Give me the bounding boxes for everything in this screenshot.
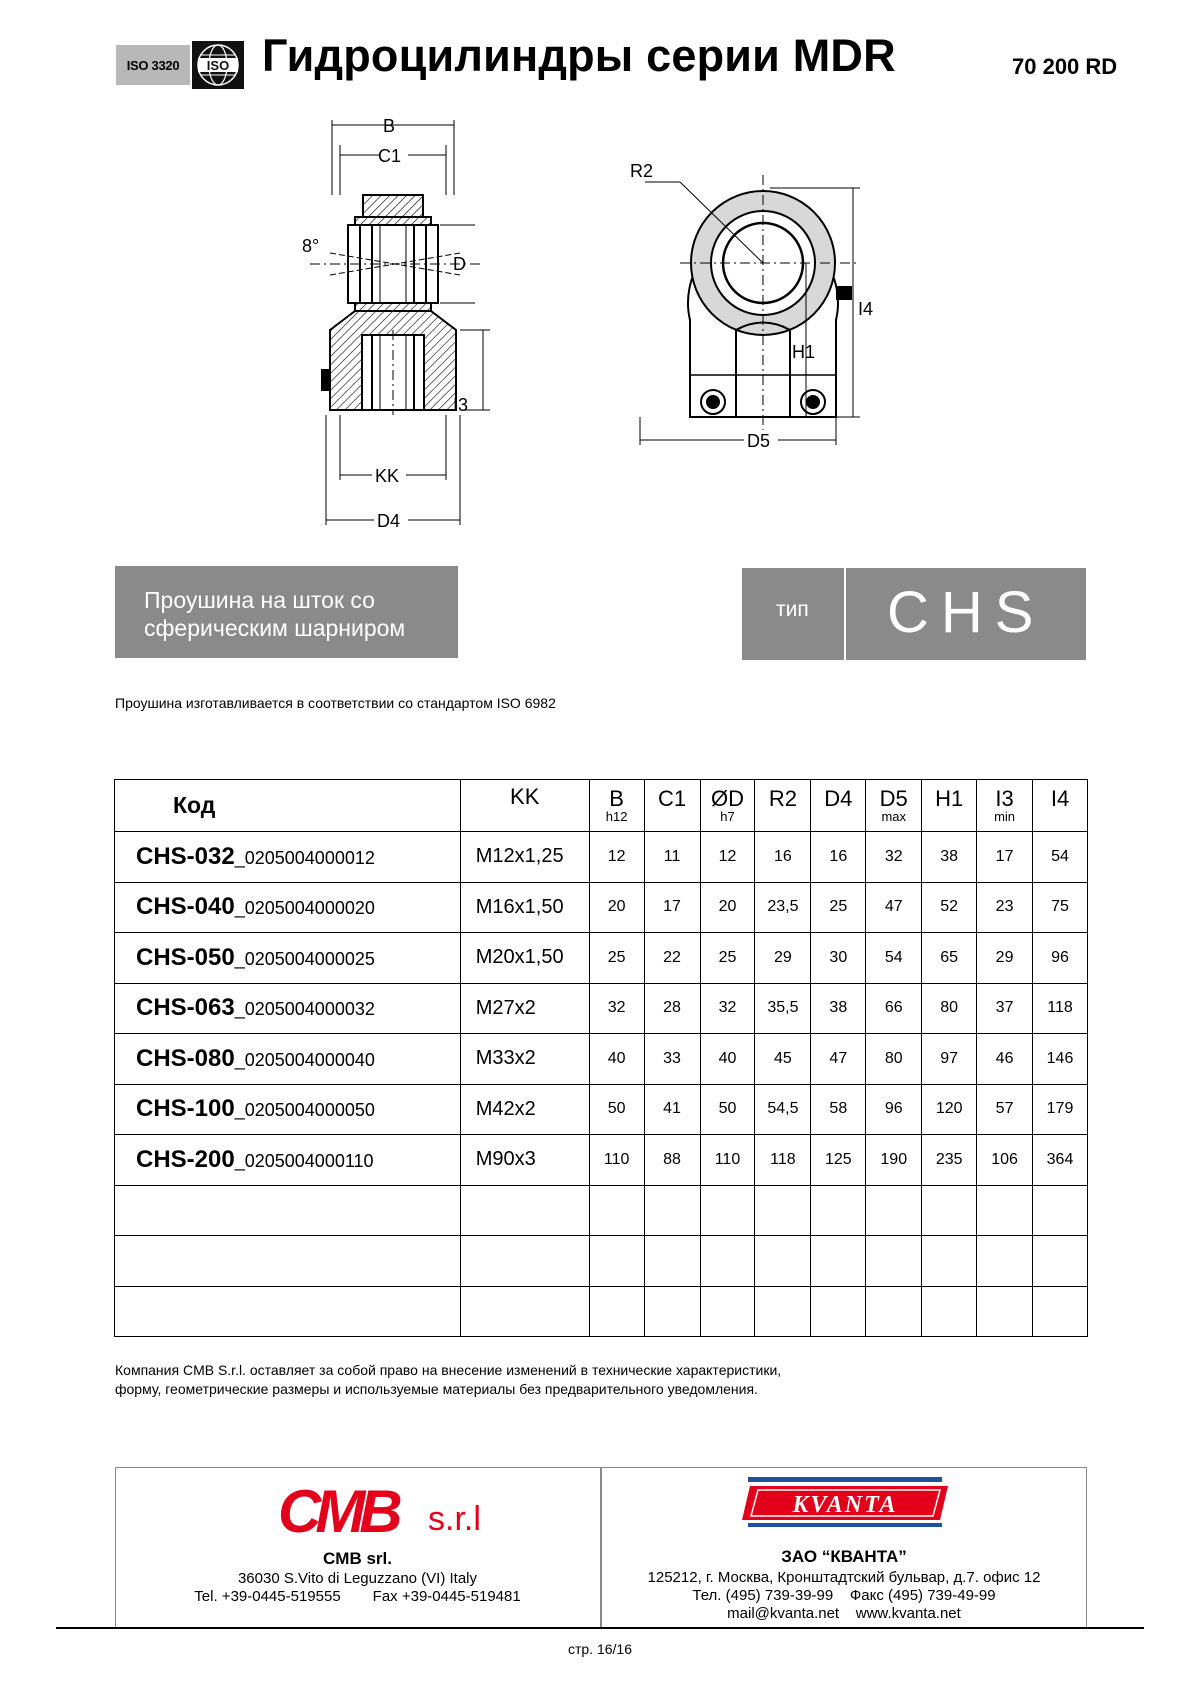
column-header-d5 xyxy=(866,780,922,832)
cell-i3: 106 xyxy=(977,1135,1033,1186)
product-description-line-2: сферическим шарниром xyxy=(144,615,406,641)
cell-d: 40 xyxy=(700,1034,755,1085)
cell-h1: 235 xyxy=(922,1135,977,1186)
article-number: _0205004000040 xyxy=(234,1049,375,1070)
cell-b: 50 xyxy=(589,1084,644,1135)
cell-d4: 58 xyxy=(811,1084,866,1135)
table-row xyxy=(115,1084,1088,1135)
cmb-address: 36030 S.Vito di Leguzzano (VI) Italy xyxy=(237,1570,478,1587)
kvanta-web: mail@kvanta.net www.kvanta.net xyxy=(727,1605,961,1622)
cell-r2: 54,5 xyxy=(755,1084,811,1135)
cell-i4: 146 xyxy=(1033,1034,1088,1085)
dim-label-i3: I3 xyxy=(453,395,469,415)
front-view xyxy=(640,175,860,445)
disclaimer-line-2: форму, геометрические размеры и используемые материалы без предварительного уведомления. xyxy=(115,1381,758,1397)
cell-kk: M12x1,25 xyxy=(460,832,589,883)
disclaimer xyxy=(115,1361,915,1399)
cell-r2: 45 xyxy=(755,1034,811,1085)
cell-code xyxy=(115,933,461,984)
empty-cell xyxy=(755,1185,811,1236)
cell-d: 25 xyxy=(700,933,755,984)
type-divider xyxy=(844,568,846,660)
empty-cell xyxy=(644,1185,700,1236)
column-header-i3-limit: min xyxy=(994,809,1016,824)
column-header-c1 xyxy=(644,780,700,832)
cmb-logo xyxy=(270,1478,510,1540)
dim-label-d5: D5 xyxy=(747,431,771,451)
cell-i3: 29 xyxy=(977,933,1033,984)
article-number: _0205004000012 xyxy=(234,847,375,868)
column-header-d4-label: D4 xyxy=(824,786,853,811)
empty-cell xyxy=(811,1185,866,1236)
product-description-line-1: Проушина на шток со xyxy=(144,587,375,613)
column-header-r2 xyxy=(755,780,811,832)
empty-cell xyxy=(700,1185,755,1236)
footer-rule xyxy=(56,1627,1144,1629)
cmb-company-name: CMB srl. xyxy=(323,1549,392,1568)
cell-kk: M16x1,50 xyxy=(460,882,589,933)
table-row-empty xyxy=(115,1185,1088,1236)
cell-b: 12 xyxy=(589,832,644,883)
side-view xyxy=(310,120,490,525)
cell-d5: 80 xyxy=(866,1034,922,1085)
column-header-h1 xyxy=(922,780,977,832)
empty-cell xyxy=(589,1286,644,1337)
cell-c1: 11 xyxy=(644,832,700,883)
cell-code xyxy=(115,983,461,1034)
empty-cell xyxy=(866,1286,922,1337)
empty-cell xyxy=(977,1185,1033,1236)
cmb-logo-main: CMB xyxy=(278,1478,397,1540)
column-header-b xyxy=(589,780,644,832)
dimensions-table xyxy=(114,779,1088,1337)
kvanta-phones: Тел. (495) 739-39-99 Факс (495) 739-49-99 xyxy=(692,1587,996,1604)
dim-label-d: D xyxy=(453,254,466,274)
cell-r2: 118 xyxy=(755,1135,811,1186)
cell-r2: 35,5 xyxy=(755,983,811,1034)
cmb-tel: Tel. +39-0445-519555 xyxy=(194,1588,341,1605)
cell-d5: 32 xyxy=(866,832,922,883)
cell-i3: 17 xyxy=(977,832,1033,883)
dim-label-r2: R2 xyxy=(630,161,654,181)
table-row xyxy=(115,832,1088,883)
empty-cell xyxy=(922,1236,977,1287)
product-code: CHS-080 xyxy=(136,1044,235,1072)
empty-cell xyxy=(460,1236,589,1287)
cell-code xyxy=(115,832,461,883)
cell-d: 12 xyxy=(700,832,755,883)
cell-i4: 179 xyxy=(1033,1084,1088,1135)
cell-code xyxy=(115,1034,461,1085)
article-number: _0205004000032 xyxy=(234,999,375,1020)
column-header-i4 xyxy=(1033,780,1088,832)
cell-d4: 38 xyxy=(811,983,866,1034)
column-header-d4 xyxy=(811,780,866,832)
cmb-contact xyxy=(115,1548,600,1606)
cell-d4: 25 xyxy=(811,882,866,933)
cell-kk: M33x2 xyxy=(460,1034,589,1085)
cell-kk: M90x3 xyxy=(460,1135,589,1186)
technical-drawing xyxy=(300,115,960,545)
page-title: Гидроцилиндры серии MDR xyxy=(262,30,896,81)
cell-c1: 28 xyxy=(644,983,700,1034)
product-code: CHS-032 xyxy=(136,842,235,870)
empty-cell xyxy=(700,1236,755,1287)
dim-label-angle: 8° xyxy=(302,236,320,256)
empty-cell xyxy=(115,1185,461,1236)
table-row-empty xyxy=(115,1236,1088,1287)
cell-d5: 66 xyxy=(866,983,922,1034)
cell-h1: 80 xyxy=(922,983,977,1034)
kvanta-logo xyxy=(742,1477,948,1527)
disclaimer-line-1: Компания CMB S.r.l. оставляет за собой право на внесение изменений в технические характеристики, xyxy=(115,1362,782,1378)
cell-d4: 30 xyxy=(811,933,866,984)
cell-b: 32 xyxy=(589,983,644,1034)
table-row xyxy=(115,983,1088,1034)
cell-i4: 96 xyxy=(1033,933,1088,984)
cell-i4: 118 xyxy=(1033,983,1088,1034)
cell-i3: 37 xyxy=(977,983,1033,1034)
empty-cell xyxy=(644,1286,700,1337)
empty-cell xyxy=(589,1185,644,1236)
cell-h1: 120 xyxy=(922,1084,977,1135)
empty-cell xyxy=(811,1236,866,1287)
table-row xyxy=(115,1135,1088,1186)
article-number: _0205004000020 xyxy=(234,898,375,919)
empty-cell xyxy=(755,1286,811,1337)
empty-cell xyxy=(589,1236,644,1287)
column-header-d xyxy=(700,780,755,832)
table-row-empty xyxy=(115,1286,1088,1337)
empty-cell xyxy=(700,1286,755,1337)
table-row xyxy=(115,933,1088,984)
dim-label-c1: C1 xyxy=(378,146,402,166)
product-code: CHS-200 xyxy=(136,1145,235,1173)
cell-d5: 190 xyxy=(866,1135,922,1186)
product-type-banner xyxy=(742,568,1086,660)
product-code: CHS-050 xyxy=(136,943,235,971)
column-header-h1-label: H1 xyxy=(935,786,964,811)
cell-b: 20 xyxy=(589,882,644,933)
iso-globe-logo xyxy=(192,41,244,89)
table-header-row xyxy=(115,780,1088,832)
cell-c1: 88 xyxy=(644,1135,700,1186)
column-header-d-label: ØD xyxy=(710,786,744,811)
type-label: тип xyxy=(776,598,809,621)
dim-label-i4: I4 xyxy=(858,299,874,319)
column-header-i4-label: I4 xyxy=(1050,786,1070,811)
cell-code xyxy=(115,1135,461,1186)
cell-i4: 364 xyxy=(1033,1135,1088,1186)
cell-d: 50 xyxy=(700,1084,755,1135)
cell-code xyxy=(115,1084,461,1135)
column-header-c1-label: C1 xyxy=(657,786,687,811)
cell-d4: 16 xyxy=(811,832,866,883)
empty-cell xyxy=(866,1185,922,1236)
product-code: CHS-040 xyxy=(136,893,235,921)
column-header-d5-limit: max xyxy=(881,809,907,824)
empty-cell xyxy=(644,1236,700,1287)
cell-i4: 75 xyxy=(1033,882,1088,933)
kvanta-contact xyxy=(601,1545,1087,1623)
cell-c1: 17 xyxy=(644,882,700,933)
empty-cell xyxy=(755,1236,811,1287)
empty-cell xyxy=(115,1236,461,1287)
dim-label-h1: H1 xyxy=(792,342,816,362)
table-body xyxy=(115,832,1088,1337)
article-number: _0205004000110 xyxy=(234,1150,374,1171)
article-number: _0205004000025 xyxy=(234,948,375,969)
document-code: 70 200 RD xyxy=(1012,54,1118,79)
cell-code xyxy=(115,882,461,933)
empty-cell xyxy=(460,1286,589,1337)
cell-i3: 23 xyxy=(977,882,1033,933)
page-number: стр. 16/16 xyxy=(567,1641,632,1657)
cell-d5: 47 xyxy=(866,882,922,933)
empty-cell xyxy=(1033,1236,1088,1287)
column-header-kk xyxy=(460,780,589,832)
column-header-i3 xyxy=(977,780,1033,832)
cell-h1: 97 xyxy=(922,1034,977,1085)
column-header-b-tolerance: h12 xyxy=(605,809,628,824)
cmb-logo-suffix: s.r.l xyxy=(428,1500,481,1538)
cell-h1: 65 xyxy=(922,933,977,984)
cell-d: 20 xyxy=(700,882,755,933)
dim-label-kk: KK xyxy=(375,466,400,486)
cell-r2: 23,5 xyxy=(755,882,811,933)
empty-cell xyxy=(1033,1185,1088,1236)
iso-logo-text: ISO xyxy=(206,58,230,73)
kvanta-logo-text: KVANTA xyxy=(792,1492,898,1518)
cell-i3: 57 xyxy=(977,1084,1033,1135)
cell-h1: 52 xyxy=(922,882,977,933)
product-code: CHS-063 xyxy=(136,994,235,1022)
column-header-b-label: B xyxy=(609,786,624,811)
cell-d5: 96 xyxy=(866,1084,922,1135)
product-code: CHS-100 xyxy=(136,1095,235,1123)
table-row xyxy=(115,1034,1088,1085)
cell-c1: 41 xyxy=(644,1084,700,1135)
type-code: CHS xyxy=(887,580,1046,645)
cell-r2: 29 xyxy=(755,933,811,984)
cmb-fax: Fax +39-0445-519481 xyxy=(372,1588,521,1605)
kvanta-address: 125212, г. Москва, Кронштадтский бульвар, д.7. офис 12 xyxy=(647,1569,1041,1586)
column-header-d5-label: D5 xyxy=(879,786,908,811)
cell-d4: 125 xyxy=(811,1135,866,1186)
empty-cell xyxy=(977,1236,1033,1287)
column-header-i3-label: I3 xyxy=(995,786,1014,811)
empty-cell xyxy=(922,1185,977,1236)
product-description-banner xyxy=(115,566,458,658)
cell-d: 32 xyxy=(700,983,755,1034)
empty-cell xyxy=(977,1286,1033,1337)
table-row xyxy=(115,882,1088,933)
cell-kk: M27x2 xyxy=(460,983,589,1034)
cell-d: 110 xyxy=(700,1135,755,1186)
cell-r2: 16 xyxy=(755,832,811,883)
article-number: _0205004000050 xyxy=(234,1100,375,1121)
cell-b: 25 xyxy=(589,933,644,984)
empty-cell xyxy=(460,1185,589,1236)
cell-d5: 54 xyxy=(866,933,922,984)
cell-b: 110 xyxy=(589,1135,644,1186)
empty-cell xyxy=(866,1236,922,1287)
column-header-code: Код xyxy=(115,780,461,832)
kvanta-company-name: ЗАО “КВАНТА” xyxy=(781,1547,907,1566)
cmb-phones xyxy=(115,1588,600,1606)
cell-d4: 47 xyxy=(811,1034,866,1085)
cell-kk: M42x2 xyxy=(460,1084,589,1135)
cell-c1: 33 xyxy=(644,1034,700,1085)
dim-label-d4: D4 xyxy=(377,511,401,531)
empty-cell xyxy=(922,1286,977,1337)
cell-c1: 22 xyxy=(644,933,700,984)
column-header-r2-label: R2 xyxy=(768,786,797,811)
cell-i4: 54 xyxy=(1033,832,1088,883)
empty-cell xyxy=(115,1286,461,1337)
column-header-kk-label: KK xyxy=(510,784,540,809)
empty-cell xyxy=(811,1286,866,1337)
column-header-d-tolerance: h7 xyxy=(720,809,735,824)
empty-cell xyxy=(1033,1286,1088,1337)
cell-b: 40 xyxy=(589,1034,644,1085)
iso-standard-note: Проушина изготавливается в соответствии со стандартом ISO 6982 xyxy=(115,695,556,711)
cell-kk: M20x1,50 xyxy=(460,933,589,984)
iso-3320-badge: ISO 3320 xyxy=(116,45,190,85)
dim-label-b: B xyxy=(383,116,396,136)
cell-h1: 38 xyxy=(922,832,977,883)
cell-i3: 46 xyxy=(977,1034,1033,1085)
